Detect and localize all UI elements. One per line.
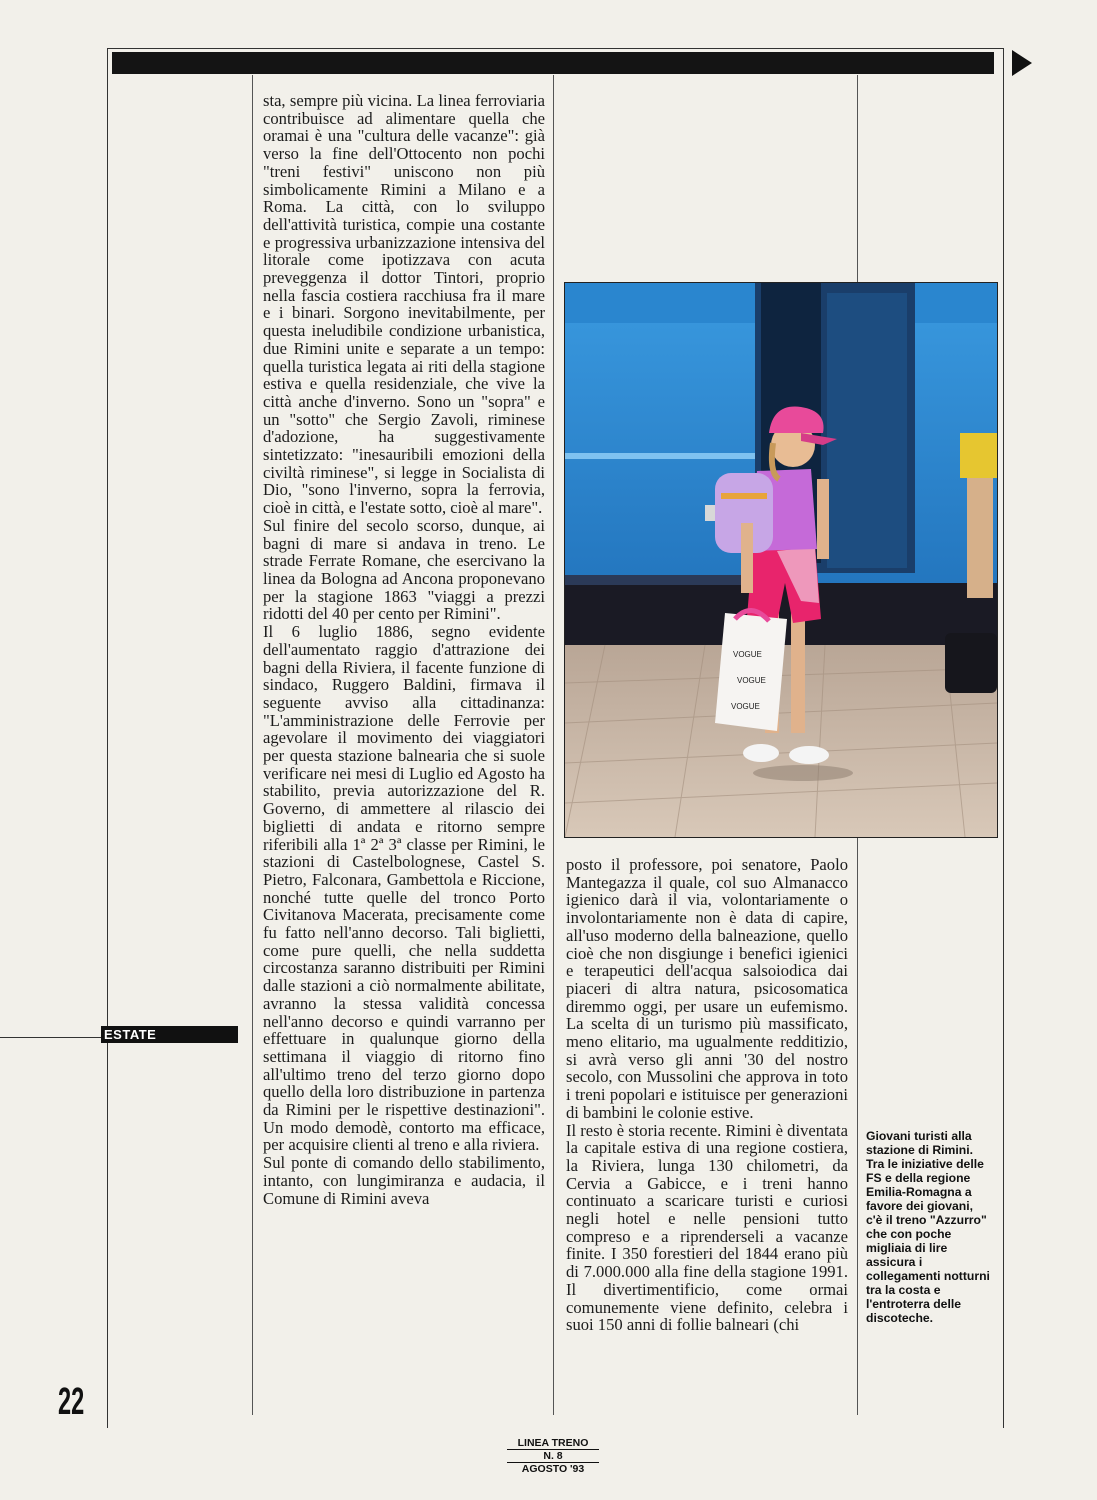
- frame-top-rule: [107, 48, 1004, 49]
- paragraph: Il 6 luglio 1886, segno evidente dell'aumentato raggio d'attrazione dei bagni della Riviera, il facente funzione di sindaco, Ruggero Baldini, firmava il seguente avviso alla cittadinanza: "L'amministrazione delle Ferrovie per agevolare il movimento dei viaggiatori per questa stazione balnearia che si suole verificare nei mesi di Luglio ed Agosto ha stabilito, previa autorizzazione del R. Governo, di ammettere al rilascio dei biglietti di andata e ritorno sempre riferibili alla 1ª 2ª 3ª classe per Rimini, le stazioni di Castelbolognese, Castel S. Pietro, Falconara, Gambettola e Riccione, nonché tutte quelle del tronco Porto Civitanova Macerata, precisamente come fu fatto nell'anno decorso. Tali biglietti, come pure quelli, che nella suddetta circostanza saranno distribuiti per Rimini dalle stazioni a ciò normalmente abilitate, avranno la stessa validità concessa nell'anno decorso e quindi varranno per effettuare in qualunque giorno della settimana il viaggio di ritorno fino all'ultimo treno del terzo giorno dopo quello della loro distribuzione in partenza da Rimini per le rispettive destinazioni". Un modo demodè, contorto ma efficace, per acquisire clienti al treno e alla riviera.: [263, 622, 545, 1155]
- column-divider: [553, 75, 554, 1415]
- article-column-1: [263, 92, 545, 1207]
- svg-text:VOGUE: VOGUE: [733, 650, 762, 659]
- station-photo-illustration: [565, 283, 997, 837]
- footer-issue: N. 8: [507, 1449, 599, 1462]
- footer-date: AGOSTO '93: [507, 1462, 599, 1475]
- column-divider: [252, 75, 253, 1415]
- paragraph: sta, sempre più vicina. La linea ferroviaria contribuisce ad alimentare quella che oramai è una "cultura delle vacanze": già verso la fine dell'Ottocento non pochi "treni festivi" uniscono non più simbolicamente Rimini a Milano e a Roma. La città, con lo sviluppo dell'attività turistica, compie una costante e progressiva urbanizzazione intensiva del litorale come ipotizzava con acuta preveggenza il dottor Tintori, proprio nella fascia costiera racchiusa fra il mare e i binari. Sorgono inevitabilmente, per questa ineludibile condizione urbanistica, due Rimini unite e separate a un tempo: quella turistica legata ai riti della stagione estiva e quella residenziale, che vive la città anche d'inverno. Sono un "sopra" e un "sotto" che Sergio Zavoli, riminese d'adozione, ha suggestivamente sintetizzato: "inesauribili emozioni della civiltà riminese", si legge in Socialista di Dio, "sono l'inverno, sopra la ferrovia, cioè in città, e l'estate sotto, cioè al mare".: [263, 91, 545, 518]
- footer-title: LINEA TRENO: [517, 1437, 589, 1449]
- section-rule: [0, 1037, 101, 1038]
- frame-left-rule: [107, 48, 108, 1428]
- article-column-2: [566, 856, 848, 1334]
- paragraph: posto il professore, poi senatore, Paolo Mantegazza il quale, col suo Almanacco igienico darà il via, volontariamente o involontariamente non è data di capire, all'uso moderno della balneazione, quello cioè che non disgiunge i benefici igienici e terapeutici dell'acqua salsoiodica dai piaceri di altra natura, psicosomatica diremmo oggi, per usare un eufemismo. La scelta di un turismo più massificato, meno elitario, ma ugualmente redditizio, si avrà verso gli anni '30 del nostro secolo, con Mussolini che approva in toto i treni popolari e istituisce per generazioni di bambini le colonie estive.: [566, 855, 848, 1122]
- page-number: 22: [58, 1381, 85, 1423]
- magazine-footer: [507, 1437, 599, 1475]
- arrow-right-icon: [1012, 50, 1032, 76]
- photo-girl-at-station: [564, 282, 998, 838]
- section-label: ESTATE: [104, 1027, 157, 1042]
- svg-text:VOGUE: VOGUE: [737, 676, 766, 685]
- frame-right-rule: [1003, 48, 1004, 1428]
- paragraph: Il resto è storia recente. Rimini è diventata la capitale estiva di una regione costiera, la Riviera, lunga 130 chilometri, da Cervia a Gabicce, e i treni hanno continuato a scaricare turisti e curiosi negli hotel e nelle pensioni tutto compreso e a riprenderseli a vacanze finite. I 350 forestieri del 1844 erano più di 7.000.000 alla fine della stagione 1991. Il divertimentificio, come ormai comunemente viene definito, celebra i suoi 150 anni di follie balneari (chi: [566, 1120, 848, 1335]
- svg-text:VOGUE: VOGUE: [731, 702, 760, 711]
- header-bar: [112, 52, 994, 74]
- paragraph: Sul ponte di comando dello stabilimento, intanto, con lungimiranza e audacia, il Comune di Rimini aveva: [263, 1153, 545, 1208]
- photo-caption: Giovani turisti alla stazione di Rimini. Tra le iniziative delle FS e della regione Emilia-Romagna a favore dei giovani, c'è il treno "Azzurro" che con poche migliaia di lire assicura i collegamenti notturni tra la costa e l'entroterra delle discoteche.: [866, 1129, 990, 1325]
- paragraph: Sul finire del secolo scorso, dunque, ai bagni di mare si andava in treno. Le strade Ferrate Romane, che esercivano la linea da Bologna ad Ancona proponevano per la stagione 1863 "viaggi a prezzi ridotti del 40 per cento per Rimini".: [263, 515, 545, 624]
